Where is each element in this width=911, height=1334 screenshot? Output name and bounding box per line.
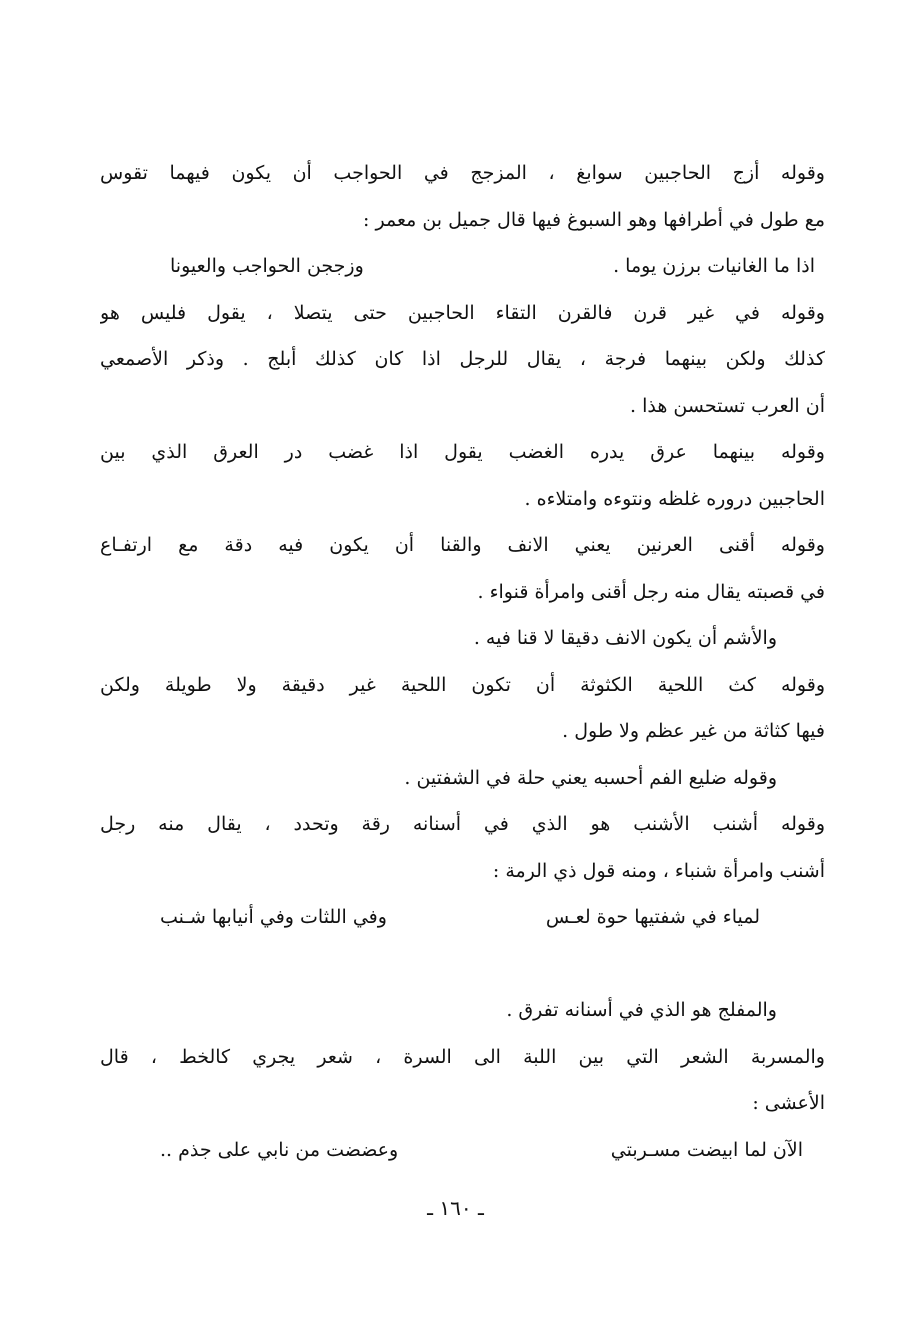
blank-line: [100, 941, 825, 988]
text-line: وقوله أزج الحاجبين سوابغ ، المزجج في الحواجب أن يكون فيهما تقوس: [100, 162, 825, 184]
verse-first-hemistich: الآن لما ابيضت مسـربتي: [610, 1138, 803, 1161]
verse-first-hemistich: لمياء في شفتيها حوة لعـس: [545, 906, 760, 928]
verse-line: [100, 1127, 825, 1174]
text-line: وقوله أشنب الأشنب هو الذي في أسنانه رقة وتحدد ، يقال منه رجل: [100, 813, 825, 835]
text-line: والمفلج هو الذي في أسنانه تفرق .: [506, 999, 777, 1021]
verse-first-hemistich: اذا ما الغانيات برزن يوما .: [613, 255, 815, 277]
text-line: والمسربة الشعر التي بين اللبة الى السرة ، شعر يجري كالخط ، قال: [100, 1045, 825, 1068]
text-line: وقوله أقنى العرنين يعني الانف والقنا أن يكون فيه دقة مع ارتفـاع: [100, 534, 825, 556]
text-line: وقوله بينهما عرق يدره الغضب يقول اذا غضب در العرق الذي بين: [100, 441, 825, 463]
text-line: أن العرب تستحسن هذا .: [630, 394, 825, 417]
page-number: ـ ١٦٠ ـ: [427, 1196, 484, 1220]
text-line: وقوله في غير قرن فالقرن التقاء الحاجبين حتى يتصلا ، يقول فليس هو: [100, 301, 825, 324]
text-line: وقوله كث اللحية الكثوثة أن تكون اللحية غير دقيقة ولا طويلة ولكن: [100, 673, 825, 696]
verse-line: [100, 243, 825, 290]
verse-second-hemistich: وفي اللثات وفي أنيابها شـنب: [160, 906, 387, 928]
verse-second-hemistich: وعضضت من نابي على جذم ..: [160, 1138, 399, 1161]
text-line: الأعشى :: [752, 1092, 825, 1114]
text-line: والأشم أن يكون الانف دقيقا لا قنا فيه .: [473, 627, 777, 649]
text-line: أشنب وامرأة شنباء ، ومنه قول ذي الرمة :: [492, 859, 825, 882]
text-line: مع طول في أطرافها وهو السبوغ فيها قال جميل بن معمر :: [363, 208, 825, 231]
verse-line: [100, 894, 825, 941]
text-line: وقوله ضليع الفم أحسبه يعني حلة في الشفتين .: [404, 766, 777, 789]
text-line: في قصبته يقال منه رجل أقنى وامرأة قنواء .: [477, 580, 825, 603]
text-line: الحاجبين دروره غلظه ونتوءه وامتلاءه .: [524, 487, 825, 510]
body-text: [100, 150, 825, 1173]
text-line: فيها كثاثة من غير عظم ولا طول .: [562, 720, 825, 742]
text-line: كذلك ولكن بينهما فرجة ، يقال للرجل اذا كان كذلك أبلج . وذكر الأصمعي: [100, 348, 825, 370]
verse-second-hemistich: وزججن الحواجب والعيونا: [170, 255, 364, 277]
